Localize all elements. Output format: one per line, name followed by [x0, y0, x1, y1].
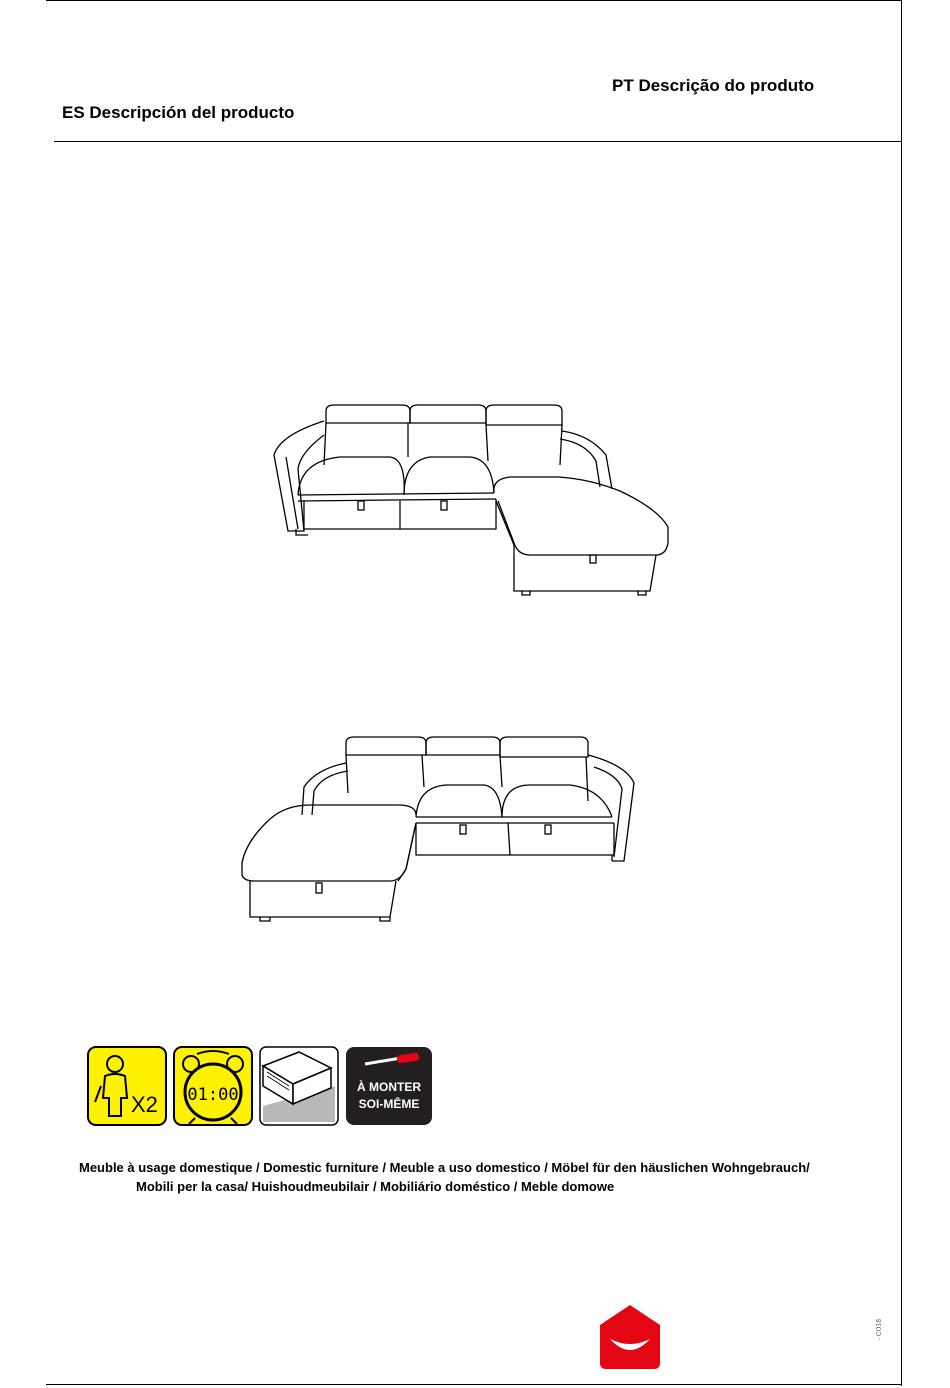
two-person-assembly-icon [87, 1046, 167, 1126]
packaged-box-icon [259, 1046, 339, 1126]
header-divider [54, 141, 902, 142]
self-assembly-icon [345, 1046, 425, 1126]
self-assembly-label-line2: SOI-MÊME [358, 1097, 420, 1111]
page-border-bottom [46, 1384, 902, 1385]
product-description-title-pt: PT Descrição do produto [612, 76, 815, 95]
assembly-pictograms [87, 1046, 425, 1126]
corner-sofa-left-chaise-drawing [230, 725, 650, 930]
assembly-time-clock-icon [173, 1046, 253, 1126]
domestic-furniture-notice-line1: Meuble à usage domestique / Domestic furniture / Meuble a uso domestico / Möbel für den häuslichen Wohngebrauch/ [79, 1160, 810, 1175]
document-code: - CO18 [876, 1318, 883, 1340]
product-description-title-es: ES Descripción del producto [62, 103, 295, 122]
self-assembly-label-line1: À MONTER [357, 1080, 421, 1094]
page-border-top [46, 0, 902, 1]
brand-logo-icon [598, 1303, 662, 1371]
page-border-right [901, 0, 902, 1386]
two-person-label: X2 [131, 1092, 158, 1117]
domestic-furniture-notice-line2: Mobili per la casa/ Huishoudmeubilair / Mobiliário doméstico / Meble domowe [136, 1179, 615, 1194]
assembly-time-label: 01:00 [187, 1085, 239, 1105]
corner-sofa-right-chaise-drawing [260, 395, 680, 605]
